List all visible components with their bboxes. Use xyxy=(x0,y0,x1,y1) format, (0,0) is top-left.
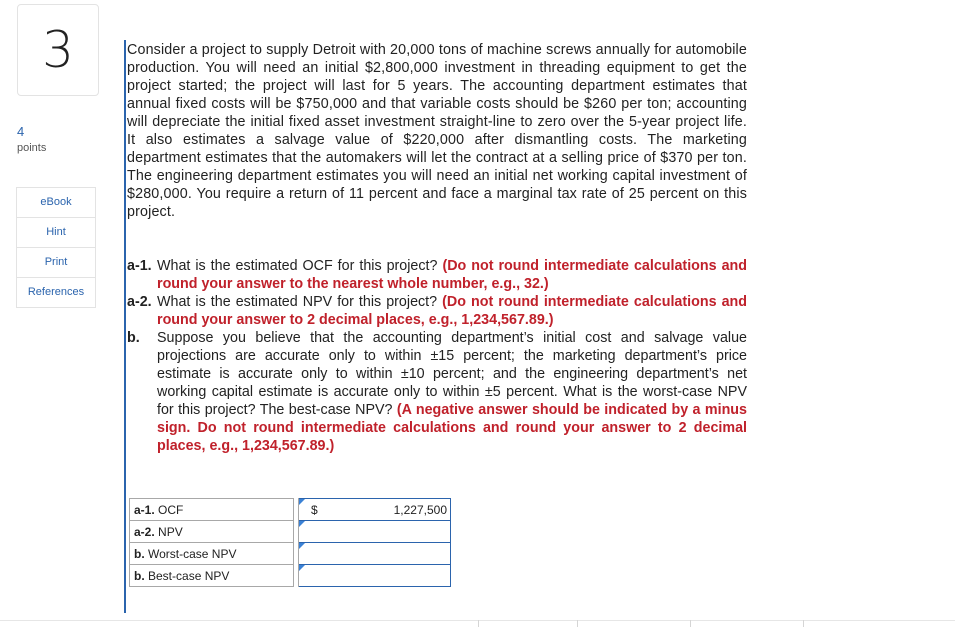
question-accent-bar xyxy=(124,40,126,613)
footer-tick xyxy=(478,620,479,627)
footer-tick xyxy=(690,620,691,627)
question-number: 3 xyxy=(17,4,99,96)
part-a2 xyxy=(127,293,747,329)
field-marker-icon xyxy=(299,521,305,527)
part-label: a-2. xyxy=(127,294,152,310)
part-question: Suppose you believe that the accounting department’s initial cost and salvage value projections are accurate only to within ±15 percent; the marketing department’s price estimate is accurate only to within ±10 percent; and the engineering department’s net working capital estimate is accurate only to within ±5 percent. What is the worst-case NPV for this project? The best-case NPV? xyxy=(157,330,747,418)
part-text xyxy=(157,257,747,293)
footer-tick xyxy=(577,620,578,627)
problem-text: Consider a project to supply Detroit with 20,000 tons of machine screws annually for automobile production. You will need an initial $2,800,000 investment in threading equipment to get the project started; the project will last for 5 years. The accounting department estimates that annual fixed costs will be $750,000 and that variable costs should be $260 per ton; accounting will depreciate the initial fixed asset investment straight-line to zero over the 5-year project life. It also estimates a salvage value of $220,000 after dismantling costs. The marketing department estimates that the automakers will let the contract at a selling price of $370 per ton. The engineering department estimates you will need an initial net working capital investment of $280,000. You require a return of 11 percent and face a marginal tax rate of 25 percent on this project. xyxy=(127,42,747,220)
footer-tick xyxy=(803,620,804,627)
part-instruction: (Do not round intermediate calculations and round your answer to the nearest whole number, e.g., 32.) xyxy=(157,258,747,292)
ebook-link[interactable]: eBook xyxy=(16,187,96,217)
field-marker-icon xyxy=(299,499,305,505)
part-question: What is the estimated NPV for this project? xyxy=(157,294,443,310)
resources-list xyxy=(16,187,96,308)
points-value: 4 xyxy=(17,124,25,139)
part-b xyxy=(127,329,747,455)
part-question: What is the estimated OCF for this project? xyxy=(157,258,443,274)
answer-row-npv xyxy=(130,521,451,543)
field-marker-icon xyxy=(299,565,305,571)
references-link[interactable]: References xyxy=(16,277,96,308)
points-label: points xyxy=(17,142,47,154)
answer-label: a-2. NPV xyxy=(130,521,294,543)
currency-symbol: $ xyxy=(311,503,318,517)
best-case-npv-input[interactable] xyxy=(299,565,451,587)
answer-label: b. Worst-case NPV xyxy=(130,543,294,565)
question-parts xyxy=(127,257,747,455)
field-marker-icon xyxy=(299,543,305,549)
answer-row-worst xyxy=(130,543,451,565)
worst-case-npv-input[interactable] xyxy=(299,543,451,565)
print-link[interactable]: Print xyxy=(16,247,96,277)
part-instruction: (Do not round intermediate calculations and round your answer to 2 decimal places, e.g., 1,234,567.89.) xyxy=(157,294,747,328)
ocf-input[interactable] xyxy=(299,499,451,521)
answer-row-best xyxy=(130,565,451,587)
part-label: b. xyxy=(127,330,140,346)
part-a1 xyxy=(127,257,747,293)
answer-label: a-1. OCF xyxy=(130,499,294,521)
hint-link[interactable]: Hint xyxy=(16,217,96,247)
part-instruction: (A negative answer should be indicated by a minus sign. Do not round intermediate calculations and round your answer to 2 decimal places, e.g., 1,234,567.89.) xyxy=(157,402,747,454)
part-text xyxy=(157,293,747,329)
part-label: a-1. xyxy=(127,258,152,274)
part-text xyxy=(157,329,747,455)
answer-table xyxy=(129,498,451,587)
ocf-value: 1,227,500 xyxy=(393,503,447,517)
npv-input[interactable] xyxy=(299,521,451,543)
answer-row-ocf xyxy=(130,499,451,521)
answer-label: b. Best-case NPV xyxy=(130,565,294,587)
